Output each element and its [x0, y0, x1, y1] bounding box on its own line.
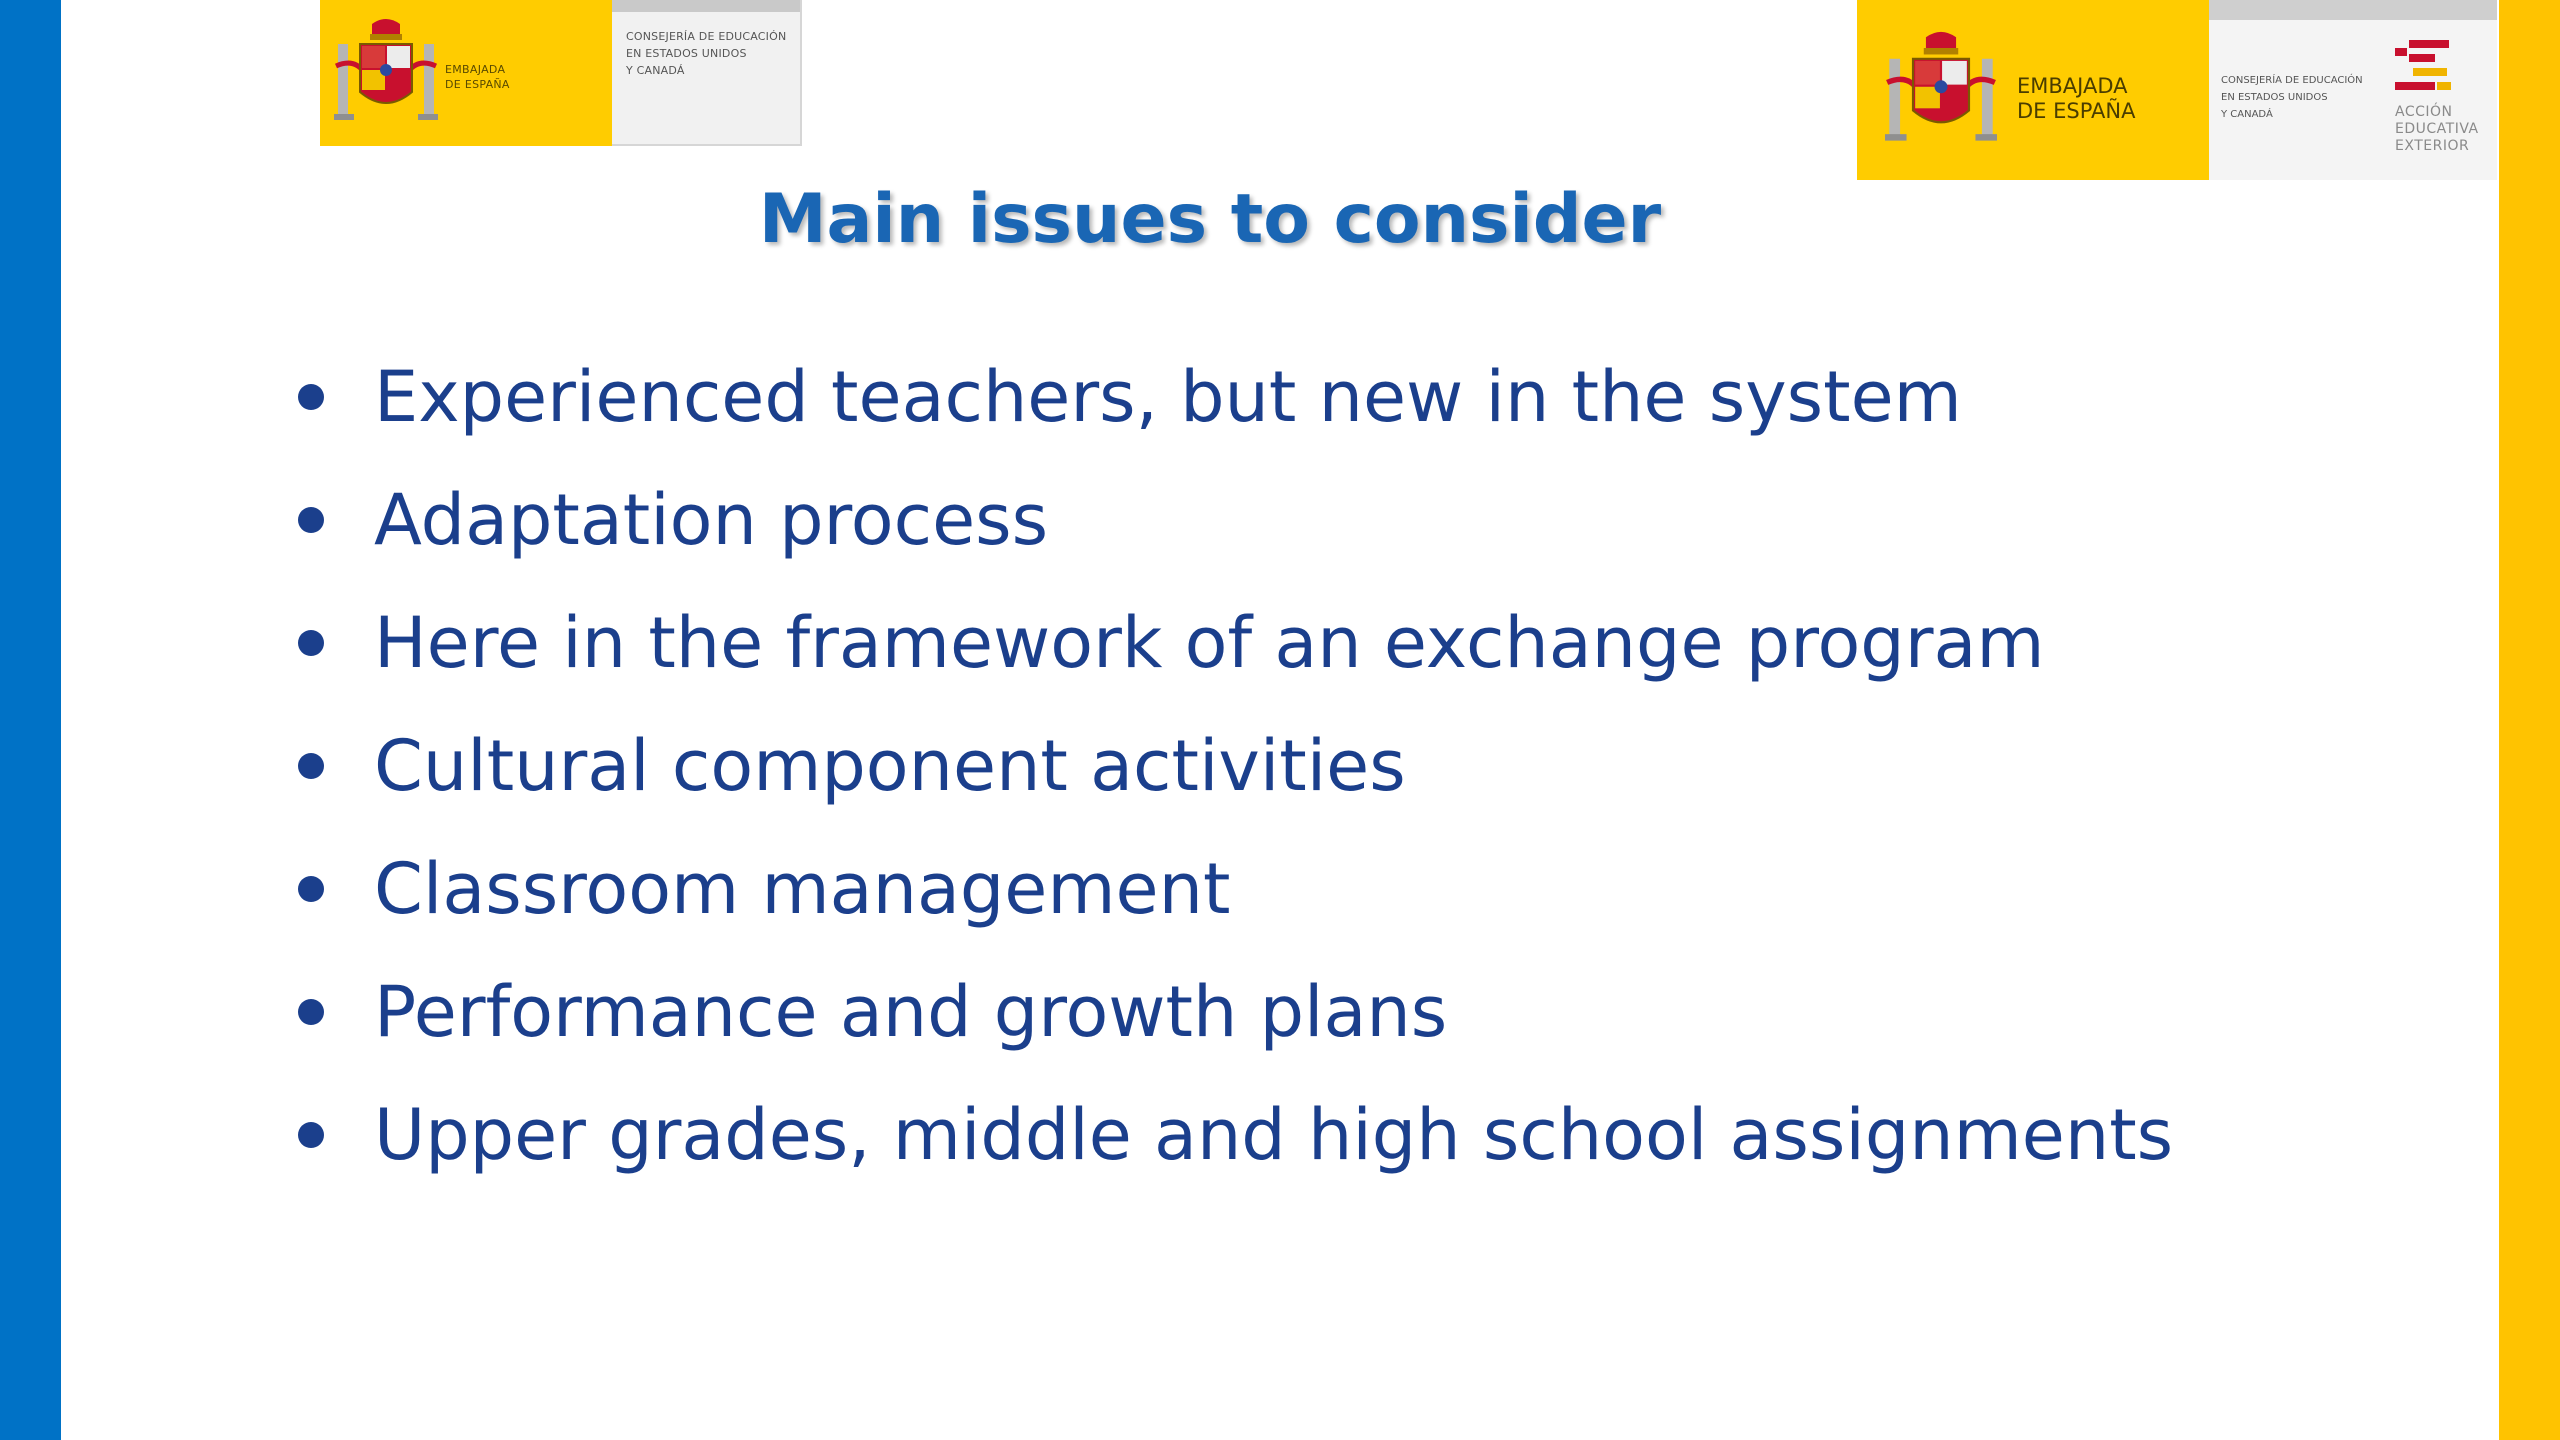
- bullet-item: [290, 335, 2440, 458]
- slide-title: [0, 180, 2420, 259]
- bullet-text: Performance and growth plans: [374, 970, 1448, 1053]
- bullet-text: Cultural component activities: [374, 724, 1406, 807]
- bullet-text: Experienced teachers, but new in the system: [374, 355, 1962, 438]
- logo-embajada-text: EMBAJADA DE ESPAÑA: [2017, 74, 2136, 123]
- bullet-dot-icon: [298, 753, 324, 779]
- bullet-item: [290, 1073, 2440, 1196]
- coat-of-arms-icon: [1885, 22, 1997, 158]
- bullet-dot-icon: [298, 507, 324, 533]
- bullet-item: [290, 827, 2440, 950]
- embajada-logo-small: [320, 0, 802, 146]
- bullet-text: Here in the framework of an exchange program: [374, 601, 2045, 684]
- bullet-text: Classroom management: [374, 847, 1231, 930]
- bullet-dot-icon: [298, 876, 324, 902]
- logo-consejeria-text: CONSEJERÍA DE EDUCACIÓN EN ESTADOS UNIDOS Y CANADÁ: [2221, 75, 2363, 120]
- bullet-item: [290, 950, 2440, 1073]
- right-accent-bar: [2499, 0, 2560, 1440]
- accion-educativa-text: ACCIÓN EDUCATIVA EXTERIOR: [2395, 104, 2479, 154]
- bullet-dot-icon: [298, 1122, 324, 1148]
- bullet-text: Upper grades, middle and high school assignments: [374, 1093, 2174, 1176]
- logo-consejeria-text: CONSEJERÍA DE EDUCACIÓN EN ESTADOS UNIDOS Y CANADÁ: [626, 30, 787, 77]
- bullet-dot-icon: [298, 999, 324, 1025]
- bullet-item: [290, 581, 2440, 704]
- bullet-text: Adaptation process: [374, 478, 1049, 561]
- accion-educativa-exterior-icon: [2395, 38, 2463, 98]
- bullet-item: [290, 458, 2440, 581]
- embajada-logo-large: [1857, 0, 2497, 180]
- bullet-dot-icon: [298, 384, 324, 410]
- bullet-list: [290, 335, 2440, 1196]
- bullet-dot-icon: [298, 630, 324, 656]
- bullet-item: [290, 704, 2440, 827]
- logo-embajada-text: EMBAJADA DE ESPAÑA: [445, 63, 510, 91]
- coat-of-arms-icon: [334, 14, 438, 132]
- slide-title-text: Main issues to consider: [758, 180, 1662, 259]
